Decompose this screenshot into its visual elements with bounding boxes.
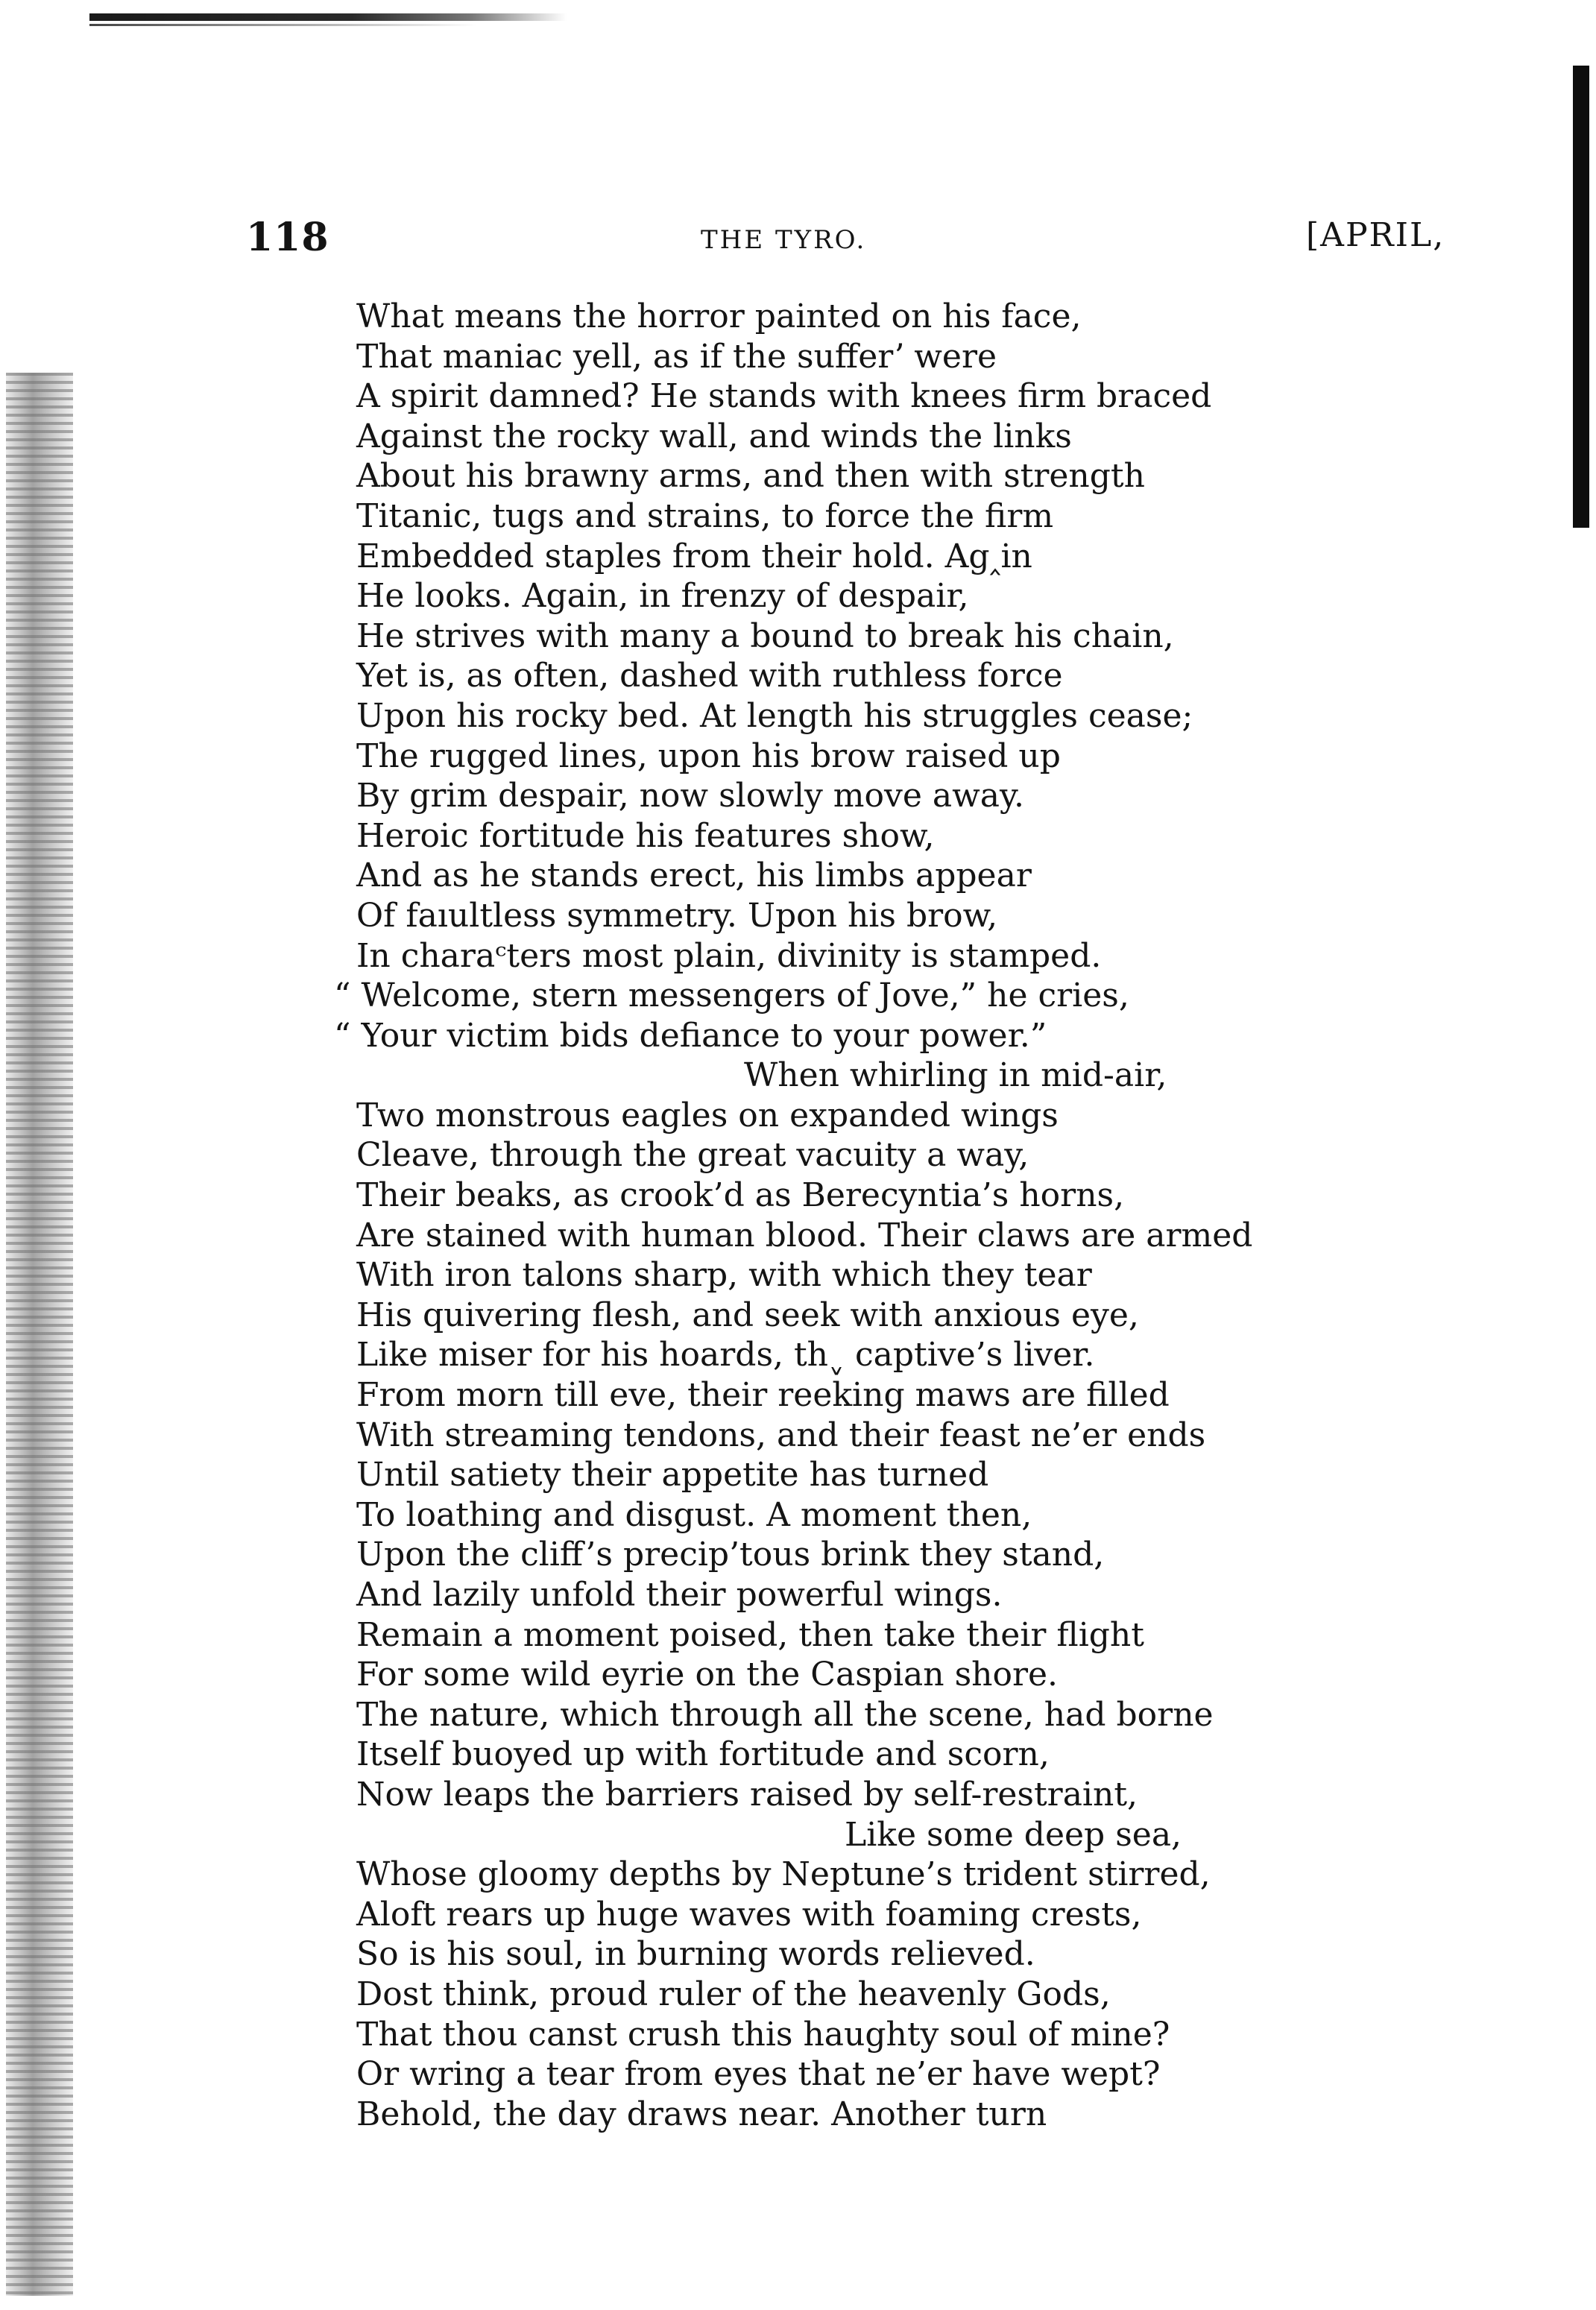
poem-line: And lazily unfold their powerful wings. — [356, 1576, 1003, 1614]
poem-line: And as he stands erect, his limbs appear — [356, 856, 1032, 895]
poem-line: Of faıultless symmetry. Upon his brow, — [356, 896, 998, 935]
top-rule-thin — [89, 24, 477, 26]
poem-line: The nature, which through all the scene, had borne — [356, 1695, 1214, 1734]
poem-line: From morn till eve, their reeking maws are filled — [356, 1376, 1170, 1415]
poem-line: His quivering flesh, and seek with anxious eye, — [356, 1296, 1139, 1334]
poem-line: With iron talons sharp, with which they tear — [356, 1256, 1092, 1295]
poem-line: Or wring a tear from eyes that ne’er have wept? — [356, 2055, 1161, 2094]
poem-line: He looks. Again, in frenzy of despair, — [356, 577, 969, 616]
binding-edge-shadow — [6, 373, 73, 2296]
poem-line: In charaᶜters most plain, divinity is stamped. — [356, 936, 1102, 975]
running-title: THE TYRO. — [701, 225, 867, 255]
poem-line: Are stained with human blood. Their claws are armed — [356, 1216, 1253, 1255]
poem-line: He strives with many a bound to break his chain, — [356, 616, 1174, 655]
poem-line: That maniac yell, as if the sufferʼ were — [356, 337, 997, 376]
poem-line: Upon his rocky bed. At length his struggles cease; — [356, 696, 1193, 735]
poem-line: Heroic fortitude his features show, — [356, 816, 935, 855]
poem-line: Dost think, proud ruler of the heavenly Gods, — [356, 1975, 1111, 2013]
poem-line: Titanic, tugs and strains, to force the firm — [356, 496, 1054, 535]
poem-line: The rugged lines, upon his brow raised up — [356, 736, 1061, 775]
poem-line: “ Welcome, stern messengers of Jove,” he cries, — [334, 976, 1129, 1015]
poem-line: Yet is, as often, dashed with ruthless force — [356, 657, 1063, 695]
poem-line: Whose gloomy depths by Neptune’s trident stirred, — [356, 1855, 1211, 1894]
poem-line: Embedded staples from their hold. Ag‸in — [356, 537, 1032, 575]
poem-line: Behold, the day draws near. Another turn — [356, 2095, 1047, 2133]
poem-line: Their beaks, as crook’d as Berecyntia’s horns, — [356, 1176, 1125, 1215]
page-number: 118 — [246, 215, 329, 260]
issue-month: [APRIL, — [1306, 216, 1445, 254]
poem-line: Like some deep sea, — [845, 1815, 1182, 1854]
top-rule — [89, 13, 567, 21]
poem-line: Itself buoyed up with fortitude and scorn, — [356, 1735, 1050, 1774]
poem-text — [334, 297, 1534, 2134]
poem-line: So is his soul, in burning words relieved. — [356, 1935, 1035, 1974]
page-header — [0, 209, 1596, 276]
poem-line: What means the horror painted on his face, — [356, 297, 1082, 335]
poem-line: With streaming tendons, and their feast ne’er ends — [356, 1416, 1206, 1454]
poem-line: Now leaps the barriers raised by self-restraint, — [356, 1775, 1138, 1814]
poem-line: About his brawny arms, and then with strength — [356, 457, 1145, 496]
poem-line: To loathing and disgust. A moment then, — [356, 1495, 1032, 1534]
poem-line: For some wild eyrie on the Caspian shore. — [356, 1656, 1059, 1694]
poem-line: That thou canst crush this haughty soul of mine? — [356, 2015, 1170, 2054]
right-edge-bar — [1573, 66, 1589, 528]
poem-line: Cleave, through the great vacuity a way, — [356, 1136, 1029, 1175]
poem-line: Like miser for his hoards, thˬ captive’s liver. — [356, 1336, 1095, 1375]
poem-line: Aloft rears up huge waves with foaming crests, — [356, 1895, 1142, 1934]
poem-line: When whirling in mid-air, — [744, 1056, 1167, 1095]
poem-line: Until satiety their appetite has turned — [356, 1456, 989, 1495]
poem-line: Upon the cliff’s precip’tous brink they stand, — [356, 1536, 1105, 1574]
poem-line: Against the rocky wall, and winds the links — [356, 417, 1072, 455]
poem-line: A spirit damned? He stands with knees firm braced — [356, 377, 1212, 416]
poem-line: “ Your victim bids defiance to your power.” — [334, 1016, 1047, 1055]
poem-line: Remain a moment poised, then take their flight — [356, 1615, 1144, 1654]
poem-line: Two monstrous eagles on expanded wings — [356, 1096, 1059, 1135]
poem-line: By grim despair, now slowly move away. — [356, 777, 1025, 815]
